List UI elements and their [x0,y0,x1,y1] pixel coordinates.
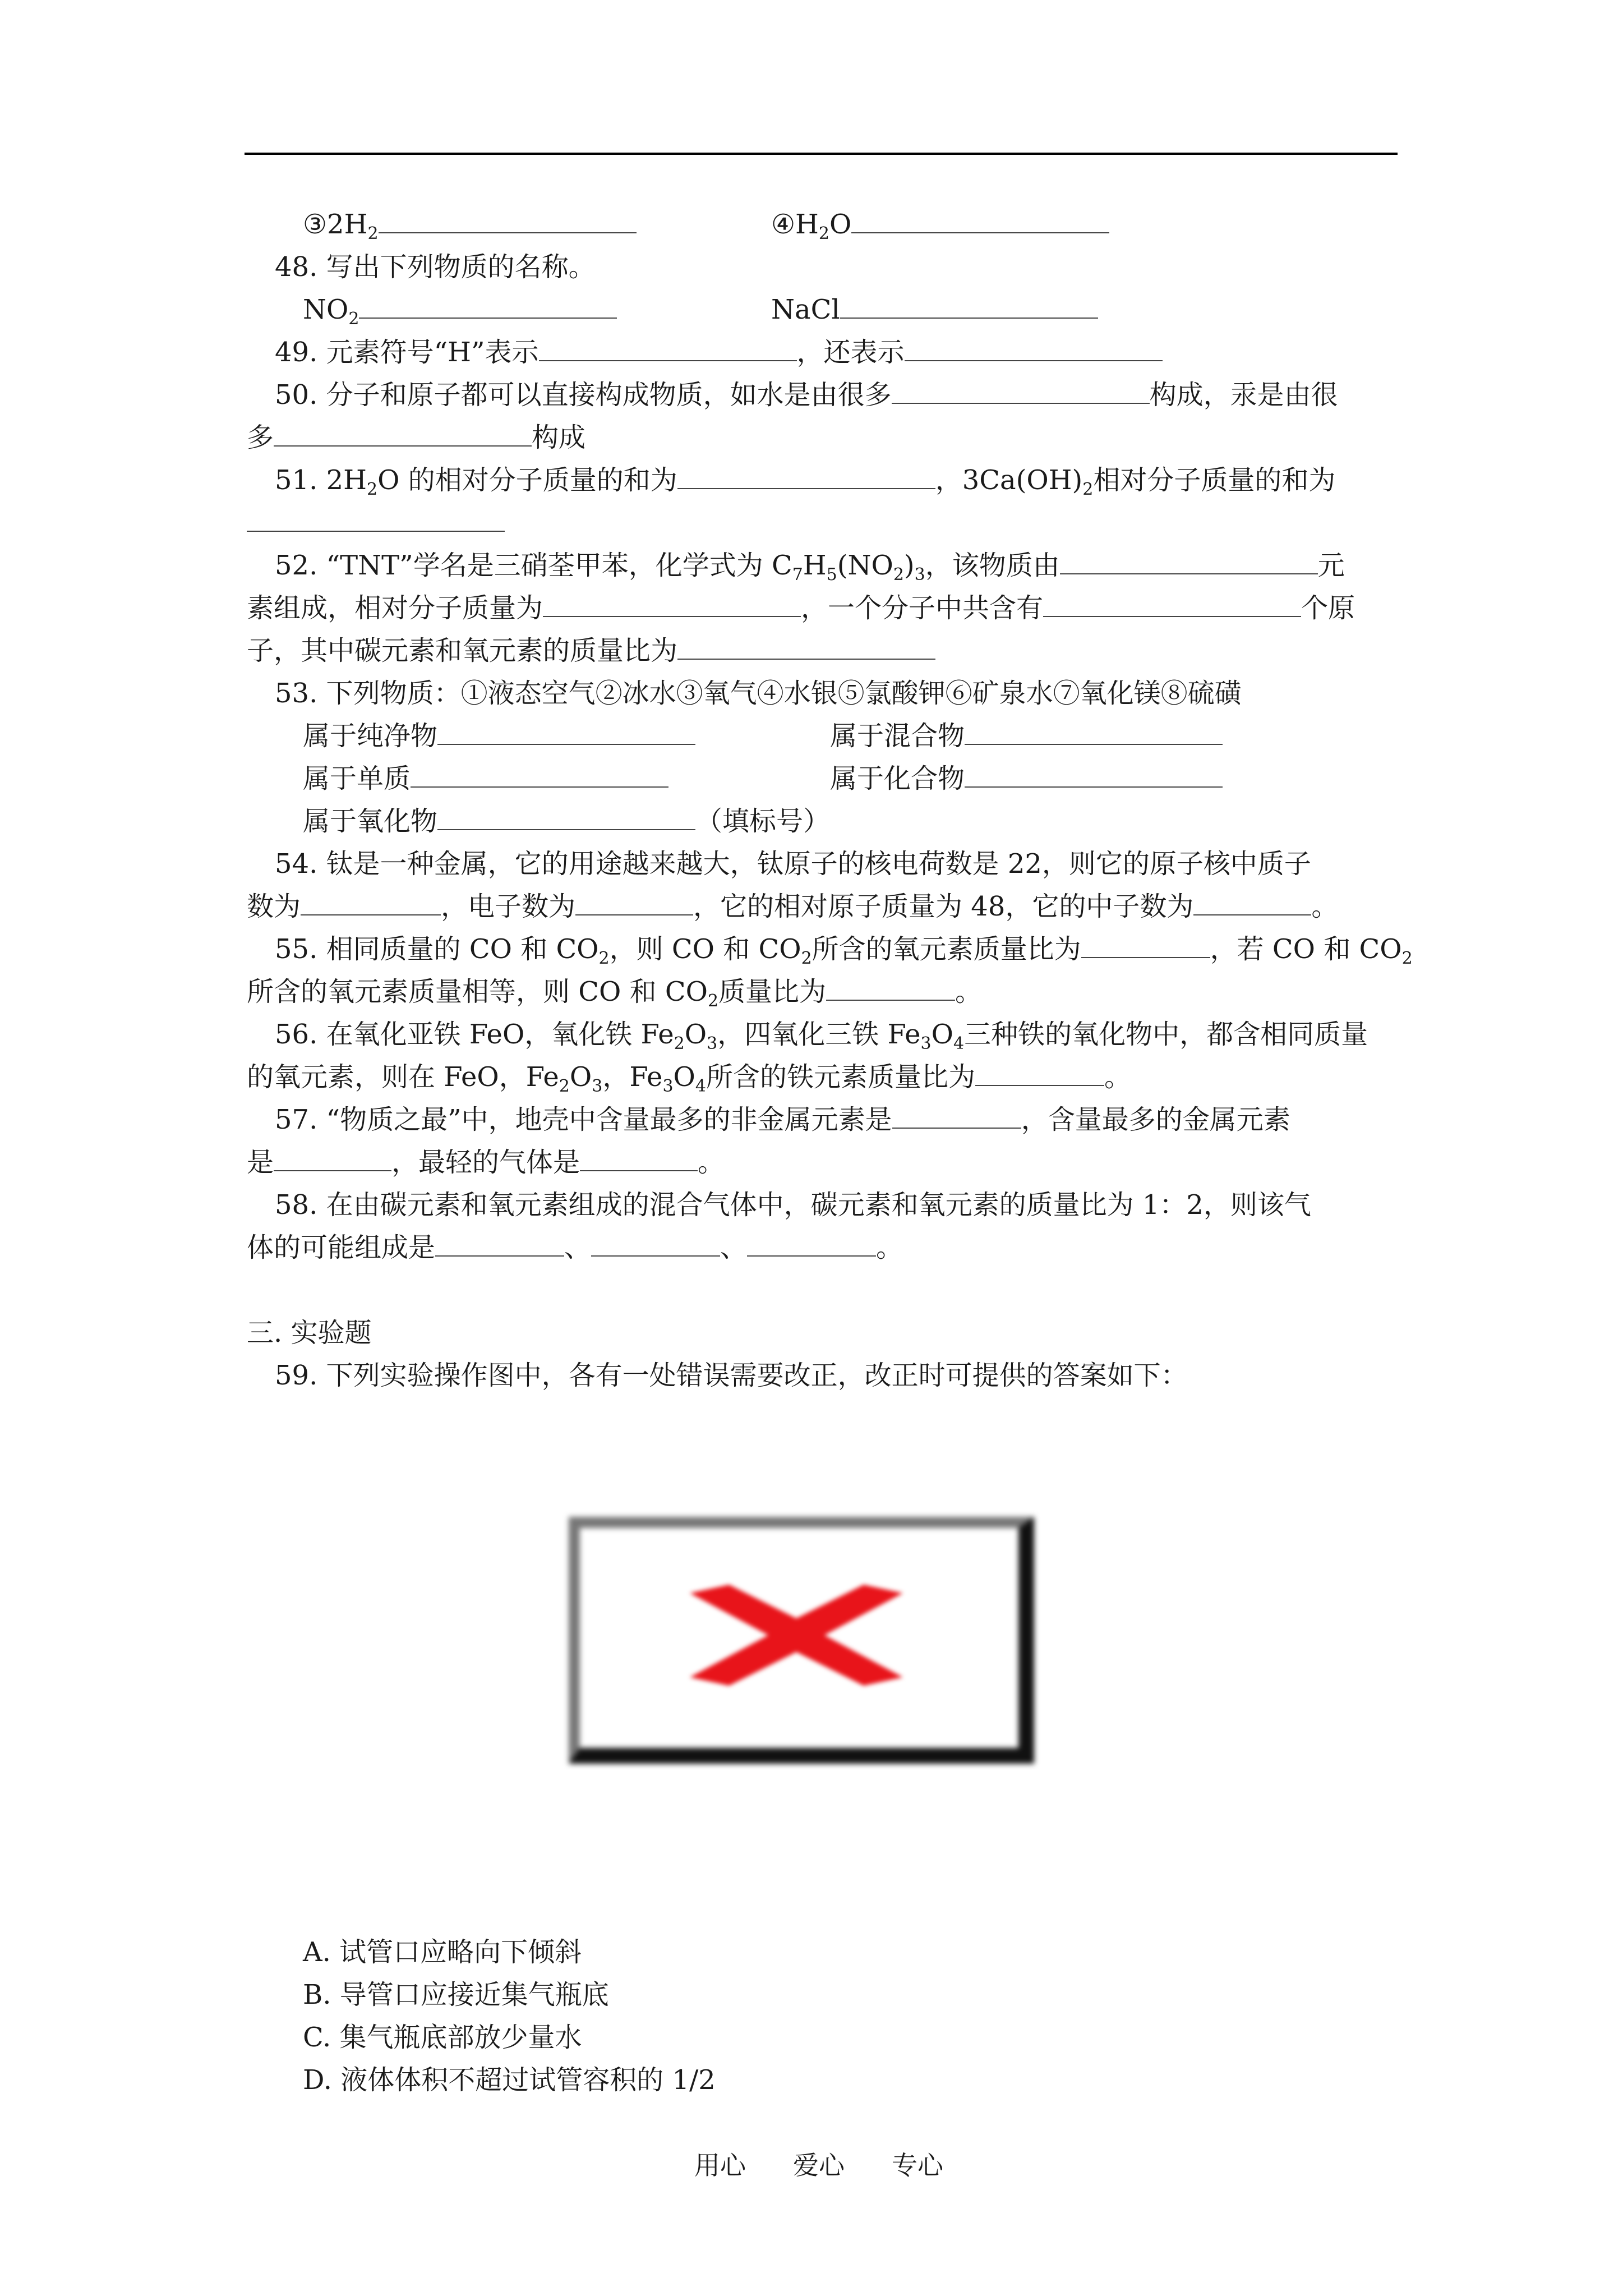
answer-blank[interactable] [892,1103,1021,1129]
option-a: A. 试管口应略向下倾斜 [303,1936,582,1968]
q55-line2: 所含的氧元素质量相等，则 CO 和 $CO_2$质量比为 。 [247,976,983,1011]
q56-line1: 56. 在氧化亚铁 FeO，氧化铁 $Fe_2O_3$，四氧化三铁 $Fe_3O_4$三种铁的氧化物中，都含相同质量 [275,1019,1368,1053]
q51-blank-line [247,506,505,540]
q57-line2: 是 ，最轻的气体是 。 [247,1147,725,1178]
q49: 49. 元素符号“H”表示 ，还表示 [275,335,1163,369]
q48-a1: $NO_2$ [303,293,617,326]
option-b: B. 导管口应接近集气瓶底 [303,1979,609,2010]
q50-line2: 多 构成 [247,422,586,453]
footer-word-3: 专心 [892,2150,943,2180]
q47-item3: $③2H_2$ [303,208,637,241]
answer-blank[interactable] [359,293,617,319]
answer-blank[interactable] [437,804,695,830]
section-heading: 三. 实验题 [247,1317,372,1349]
q53-oxide: 属于氧化物 （填标号） [303,806,831,837]
answer-blank[interactable] [1081,932,1210,958]
q48-text: 48. 写出下列物质的名称。 [275,251,596,283]
option-c: C. 集气瓶底部放少量水 [303,2022,582,2053]
q56-line2: 的氧元素，则在 FeO，$Fe_2O_3$，$Fe_3O_4$所含的铁元素质量比为 。 [247,1061,1132,1096]
q52-line3: 子，其中碳元素和氧元素的质量比为 [247,634,935,668]
q59-text: 59. 下列实验操作图中，各有一处错误需要改正，改正时可提供的答案如下： [275,1360,1188,1391]
q51: 51. $2H_2O$ 的相对分子质量的和为 ，$3Ca(OH)_2$相对分子质量的和为 [275,464,1336,499]
answer-blank[interactable] [1193,890,1311,915]
q58-line2: 体的可能组成是 、 、 。 [247,1232,903,1263]
q48-a2: NaCl [771,293,1098,326]
q53-mixture: 属于混合物 [830,719,1223,753]
q53-element: 属于单质 [303,762,668,795]
answer-blank[interactable] [892,378,1150,404]
answer-blank[interactable] [747,1231,876,1257]
answer-blank[interactable] [975,1060,1104,1086]
answer-blank[interactable] [1043,591,1301,617]
answer-blank[interactable] [274,1145,391,1171]
answer-blank[interactable] [437,719,695,745]
answer-blank[interactable] [411,762,668,788]
answer-blank[interactable] [1060,549,1318,574]
answer-blank[interactable] [575,890,693,915]
header-rule [245,153,1398,155]
q50-line1: 50. 分子和原子都可以直接构成物质，如水是由很多 构成，汞是由很 [275,379,1338,411]
q58-line1: 58. 在由碳元素和氧元素组成的混合气体中，碳元素和氧元素的质量比为 1：2，则该气 [275,1189,1311,1221]
option-d: D. 液体体积不超过试管容积的 1/2 [303,2064,716,2096]
q53-text: 53. 下列物质：①液态空气②冰水③氧气④水银⑤氯酸钾⑥矿泉水⑦氧化镁⑧硫磺 [275,678,1242,709]
answer-blank[interactable] [580,1145,698,1171]
answer-blank[interactable] [591,1231,720,1257]
answer-blank[interactable] [905,335,1163,361]
broken-image-icon [561,1509,1049,1773]
q55-line1: 55. 相同质量的 CO 和 $CO_2$，则 CO 和 $CO_2$所含的氧元素质量比为 ，若 CO 和 $CO_2$ [275,933,1413,968]
q52-line1: 52. “TNT”学名是三硝荃甲苯，化学式为 $C_7H_5(NO_2)_3$，该物质由 元 [275,550,1345,585]
answer-blank[interactable] [435,1231,564,1257]
answer-blank[interactable] [539,335,797,361]
answer-blank[interactable] [543,591,801,617]
q57-line1: 57. “物质之最”中，地壳中含量最多的非金属元素是 ，含量最多的金属元素 [275,1104,1290,1135]
answer-blank[interactable] [677,634,935,660]
q53-pure: 属于纯净物 [303,719,695,753]
answer-blank[interactable] [274,421,532,447]
answer-blank[interactable] [840,293,1098,319]
q54-line1: 54. 钛是一种金属，它的用途越来越大，钛原子的核电荷数是 22，则它的原子核中质子 [275,848,1311,880]
q47-item4: $④H_2O$ [771,208,1109,241]
q52-line2: 素组成，相对分子质量为 ，一个分子中共含有 个原 [247,592,1355,624]
footer-word-2: 爱心 [793,2150,845,2180]
q54-line2: 数为 ，电子数为 ，它的相对原子质量为 48，它的中子数为 。 [247,891,1339,922]
answer-blank[interactable] [247,506,505,532]
footer-word-1: 用心 [694,2150,746,2180]
red-x-icon [684,1582,909,1705]
answer-blank[interactable] [677,463,935,489]
answer-blank[interactable] [965,762,1223,788]
answer-blank[interactable] [851,208,1109,233]
answer-blank[interactable] [301,890,441,915]
answer-blank[interactable] [379,208,637,233]
answer-blank[interactable] [965,719,1223,745]
answer-blank[interactable] [826,975,955,1001]
q53-compound: 属于化合物 [830,762,1223,795]
